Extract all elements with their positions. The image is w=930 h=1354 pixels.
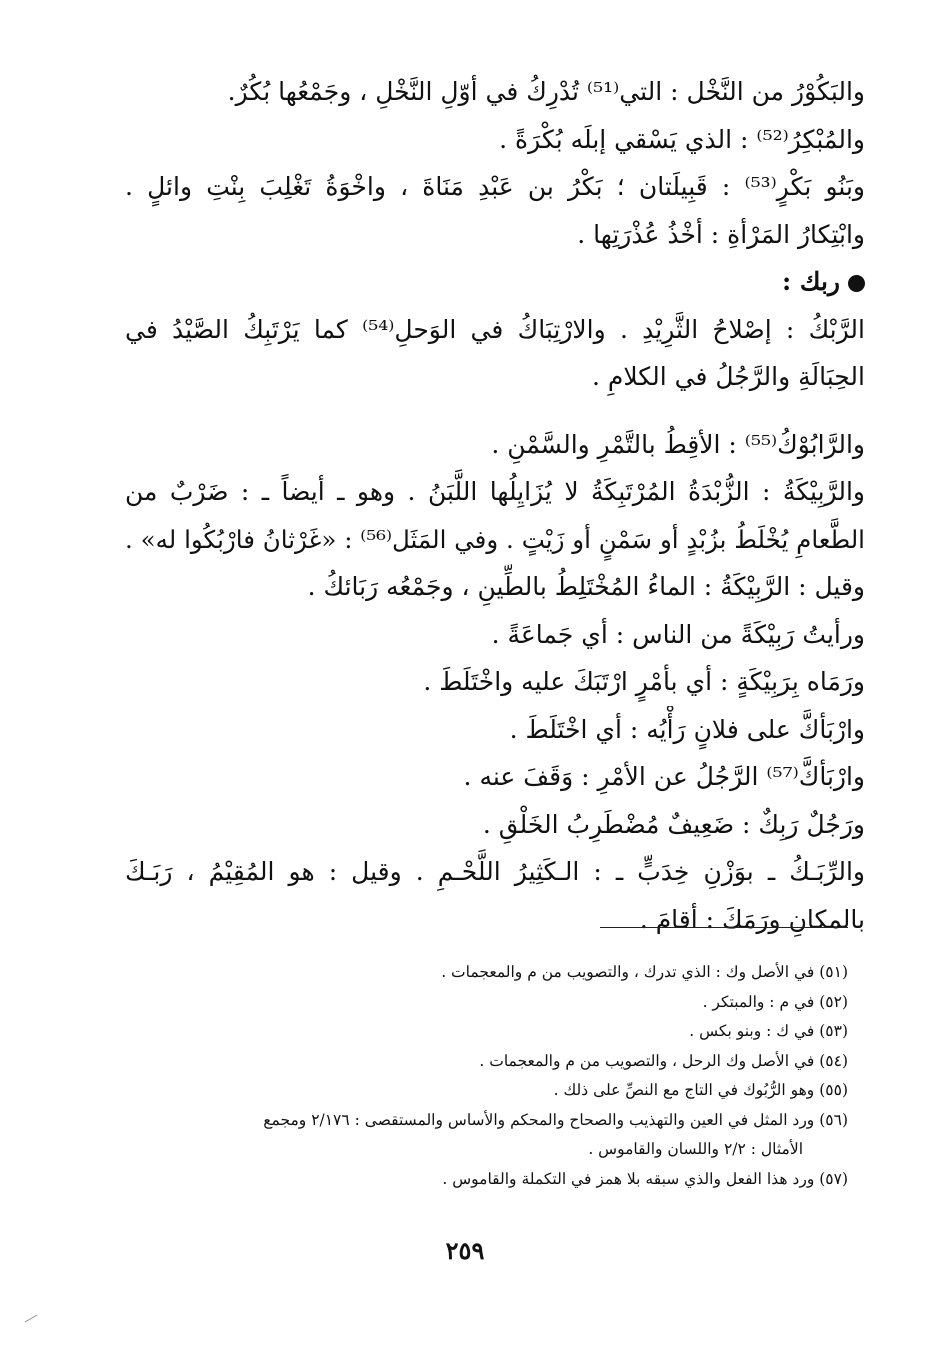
footnote: (٥٢) في م : والمبتكر . — [702, 992, 848, 1011]
text-line: والمُبْكِرُ⁽⁵²⁾ : الذي يَسْقي إبلَه بُكْرَةً . — [499, 124, 865, 154]
footnote: (٥٤) في الأصل وك الرحل ، والتصويب من م والمعجمات . — [479, 1051, 848, 1070]
footnote: (٥١) في الأصل وك : الذي تدرك ، والتصويب من م والمعجمات . — [441, 963, 848, 981]
footnote: (٥٣) في ك : وبنو بكس . — [689, 1022, 848, 1040]
text-line: ورَجُلٌ رَبِكٌ : ضَعِيفٌ مُضْطَرِبُ الخَلْقِ . — [482, 809, 865, 839]
text-line: وقيل : الرَّبِيْكَةُ : الماءُ المُخْتَلِطُ بالطِّينِ ، وجَمْعُه رَبَائكُ . — [307, 572, 865, 601]
text-line: وبَنُو بَكْرٍ⁽⁵³⁾ : قَبِيلَتان ؛ بَكْرُ بن عَبْدِ مَنَاةَ ، واخْوَةُ تَغْلِبَ بِنْتِ وائلٍ . — [125, 172, 865, 201]
text-line: ورَمَاه بِرَبِيْكَةٍ : أي بأمْرٍ ارْتَبَكَ عليه واخْتَلَطَ . — [423, 667, 865, 696]
text-line: الرَّبْكُ : إصْلاحُ الثَّرِيْدِ . والارْتِبَاكُ في الوَحلِ⁽⁵⁴⁾ كما يَرْتَبِكُ الصَّيْدُ في — [125, 314, 865, 344]
paragraph-gap — [125, 401, 865, 421]
text-line: الطَّعامِ يُخْلَطُ بزُبْدٍ أو سَمْنٍ أو زَيْتٍ . وفي المَثَل⁽⁵⁶⁾ : «غَرْثانُ فارْبُكُوا له» . — [125, 524, 865, 554]
footnote-separator — [600, 927, 848, 928]
main-text — [125, 68, 865, 943]
footnotes — [140, 958, 848, 1194]
footnote: (٥٥) وهو الرُّبُوك في التاج مع النصِّ على ذلك . — [553, 1081, 848, 1099]
text-line: والرَّابُوْكُ⁽⁵⁵⁾ : الأقِطُ بالتَّمْرِ والسَّمْنِ . — [491, 429, 865, 459]
text-line: بالمكانِ ورَمَكَ : أقامَ . — [639, 904, 865, 934]
text-line: وابْتِكارُ المَرْأةِ : أخْذُ عُذْرَتِها . — [577, 219, 865, 249]
text-line: وارْبَأكَّ⁽⁵⁷⁾ الرَّجُلُ عن الأمْرِ : وَقَفَ عنه . — [463, 762, 865, 791]
footnote-continuation: الأمثال : ٢/٢ واللسان والقاموس . — [588, 1140, 803, 1158]
text-line: والبَكُوْرُ من النَّخْل : التي⁽⁵¹⁾ تُدْرِكُ في أوّلِ النَّخْلِ ، وجَمْعُها بُكُرٌ. — [227, 77, 865, 106]
footnote: (٥٦) ورد المثل في العين والتهذيب والصحاح والمحكم والأساس والمستقصى : ٢/١٧٦ ومجمع — [263, 1110, 848, 1129]
section-heading-text: ربك : — [781, 267, 840, 296]
text-line: والرِّبَـكُ ـ بوَزْنِ خِدَبٍّ ـ : الـكَثِيرُ اللَّحْـمِ . وقيل : هو المُقِيْمُ ، رَبَـكَ — [125, 857, 865, 886]
footnote: (٥٧) ورد هذا الفعل والذي سبقه بلا همز في التكملة والقاموس . — [442, 1169, 848, 1188]
text-line: الحِبَالَةِ والرَّجُلُ في الكلامِ . — [592, 362, 865, 391]
bullet-icon — [848, 275, 865, 292]
text-line: وارْبَأكَّ على فلانٍ رَأْيُه : أي اخْتَلَطَ . — [509, 714, 865, 744]
text-line: ورأيتُ رَبِيْكَةً من الناس : أي جَماعَةً . — [491, 619, 865, 649]
scan-mark — [25, 1315, 38, 1323]
page-number: ٢٥٩ — [445, 1236, 485, 1265]
section-heading — [125, 258, 865, 306]
text-line: والرَّبِيْكَةُ : الزُّبْدَةُ المُرْتَبِكَةُ لا يُزَايِلُها اللَّبَنُ . وهو ـ أيضاً ـ : ضَرْبٌ من — [125, 477, 865, 506]
